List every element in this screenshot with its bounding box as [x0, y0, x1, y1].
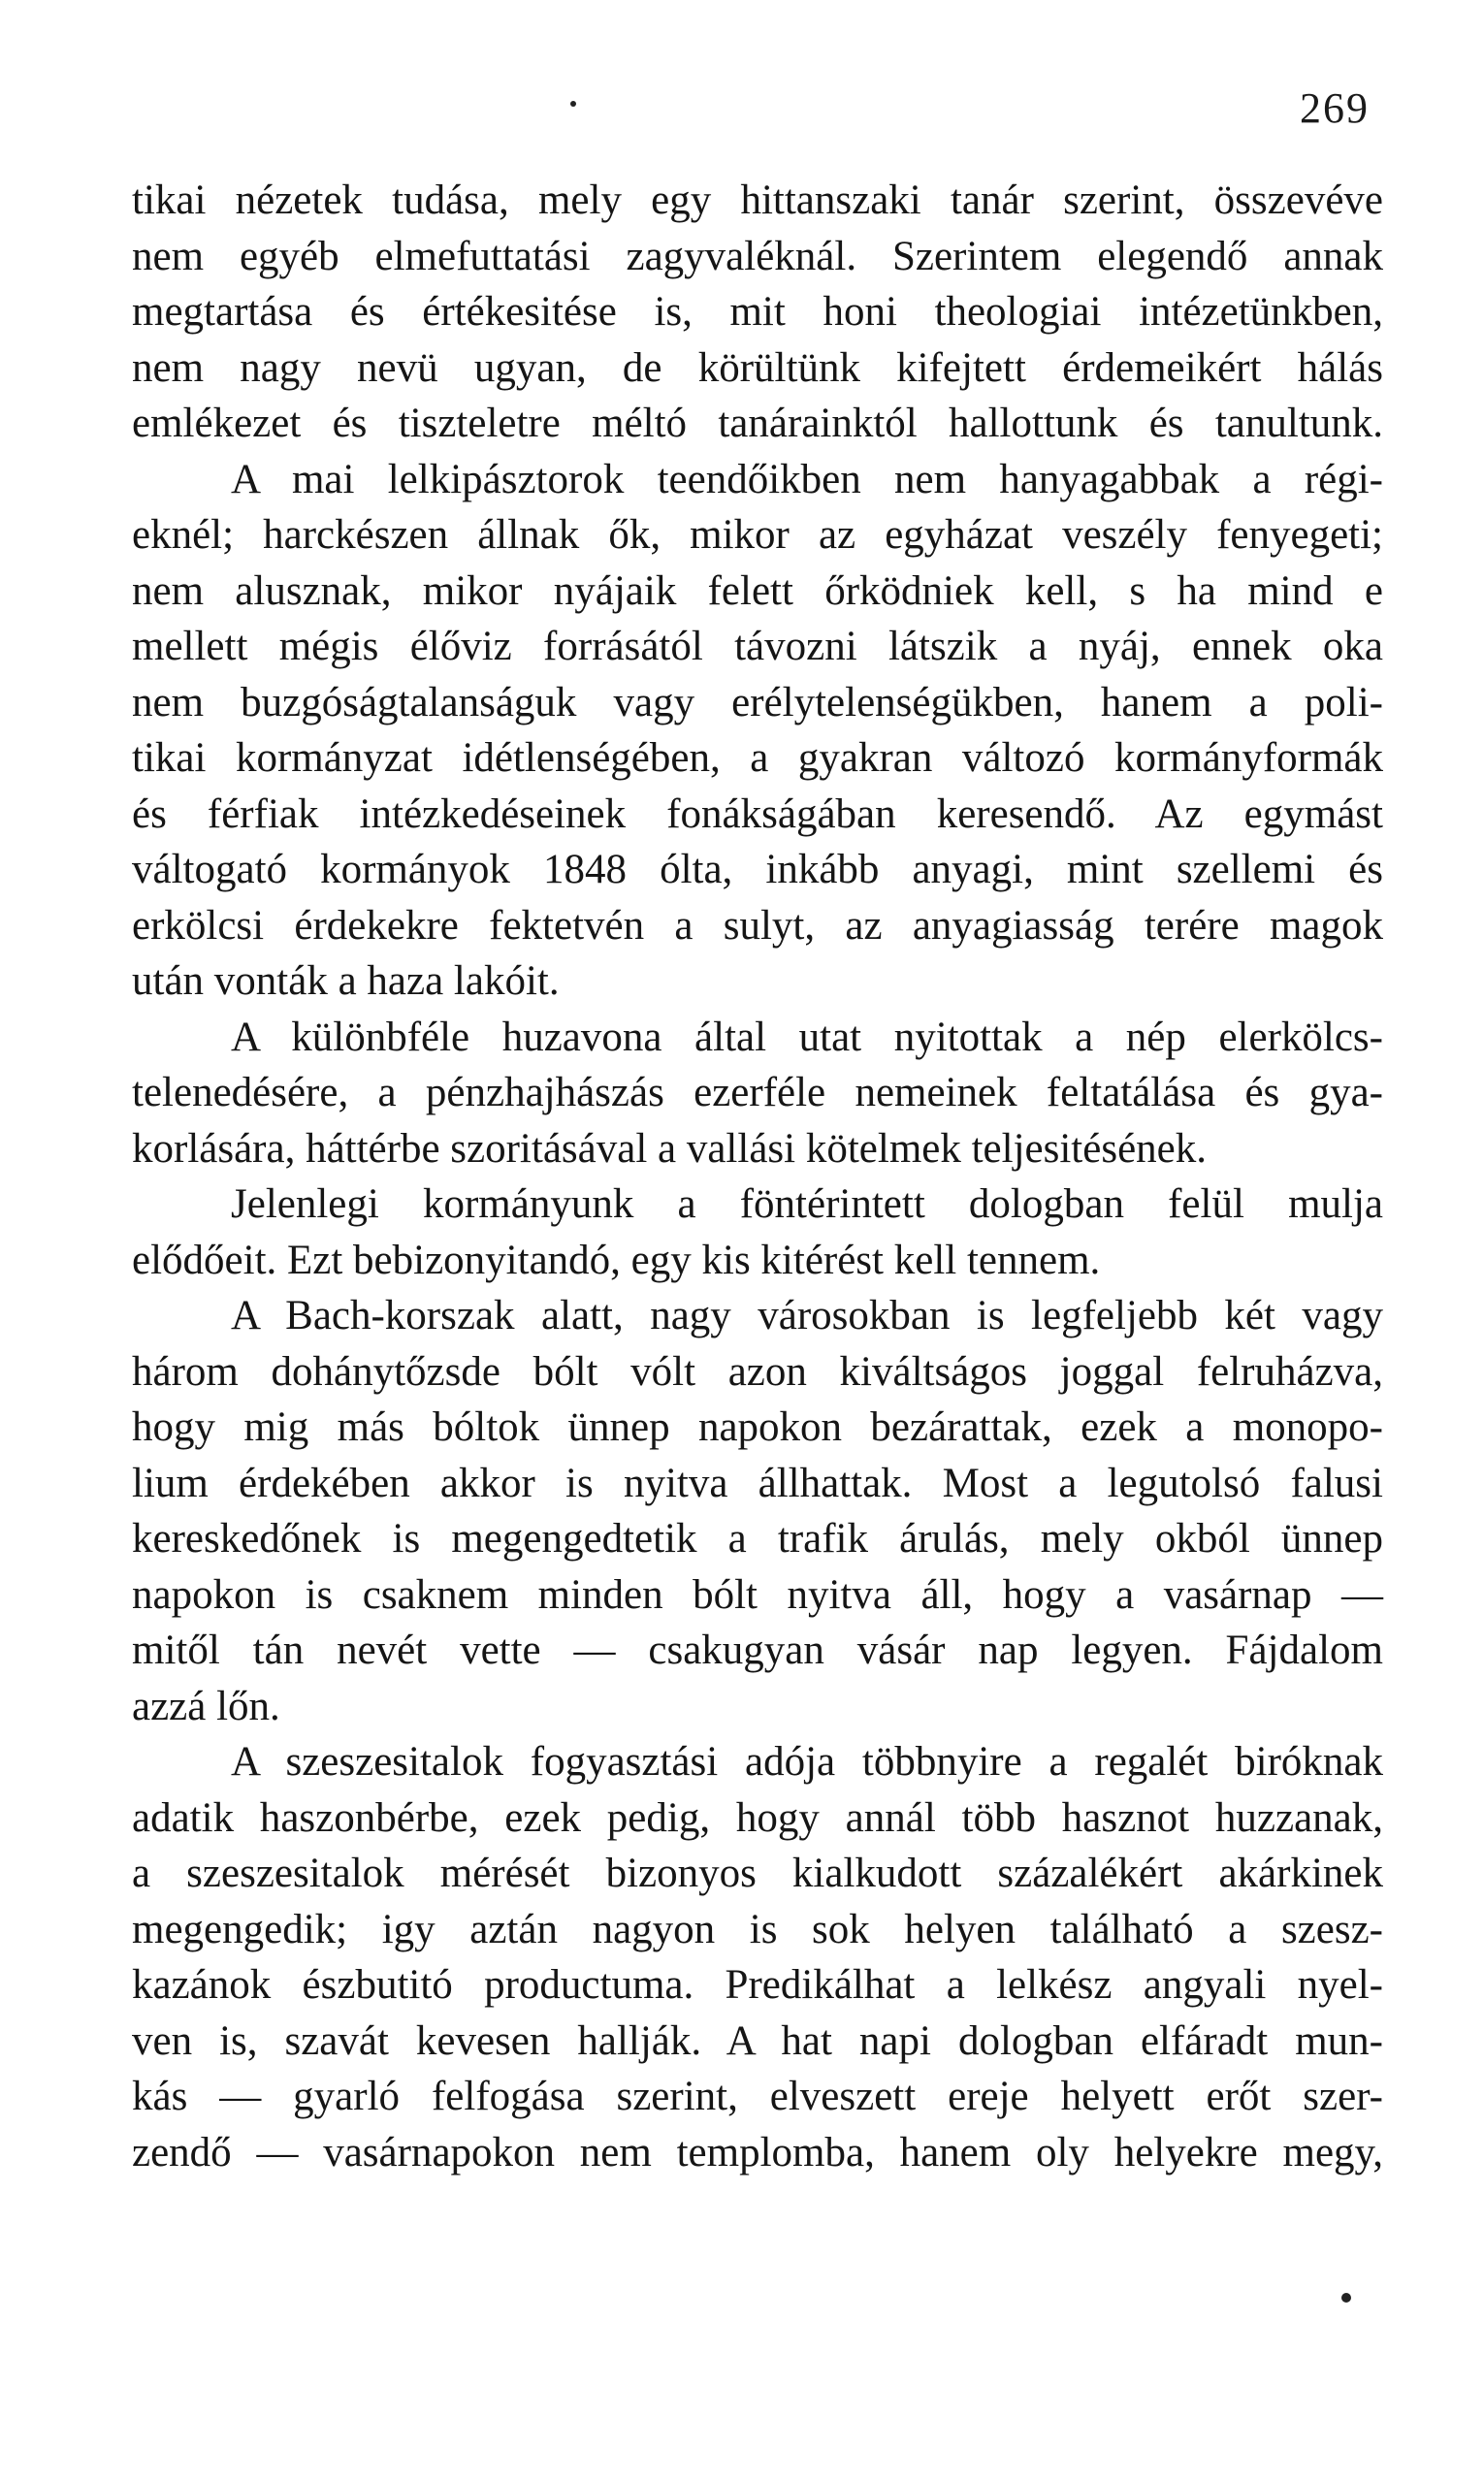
text-line: három dohánytőzsde bólt vólt azon kiváltságos joggal felruházva,	[132, 1348, 1383, 1395]
text-line: Jelenlegi kormányunk a föntérintett dologban felül mulja	[231, 1181, 1383, 1227]
text-line: mellett mégis élőviz forrásától távozni látszik a nyáj, ennek oka	[132, 624, 1383, 669]
text-line: erkölcsi érdekekre fektetvén a sulyt, az anyagiasság terére magok	[132, 902, 1383, 949]
text-line: után vonták a haza lakóit.	[132, 958, 560, 1004]
text-line: adatik haszonbérbe, ezek pedig, hogy annál több hasznot huzzanak,	[132, 1794, 1383, 1841]
text-line: nem egyéb elmefuttatási zagyvaléknál. Szerintem elegendő annak	[132, 233, 1383, 279]
text-line: mitől tán nevét vette — csakugyan vásár nap legyen. Fájdalom	[132, 1628, 1383, 1673]
body-text	[132, 173, 1383, 2180]
text-line: zendő — vasárnapokon nem templomba, hanem oly helyekre megy,	[132, 2129, 1383, 2176]
text-line: telenedésére, a pénzhajhászás ezerféle nemeinek feltatálása és gya-	[132, 1070, 1383, 1115]
text-line: kereskedőnek is megengedtetik a trafik árulás, mely okból ünnep	[132, 1516, 1383, 1562]
text-line: nem buzgóságtalanságuk vagy erélytelenségükben, hanem a poli-	[132, 679, 1383, 725]
ink-speck	[570, 101, 576, 107]
text-line: és férfiak intézkedéseinek fonákságában keresendő. Az egymást	[132, 790, 1383, 837]
text-line: kazánok észbutitó productuma. Predikálhat a lelkész angyali nyel-	[132, 1962, 1383, 2008]
text-line: eknél; harckészen állnak ők, mikor az egyházat veszély fenyegeti;	[132, 512, 1383, 558]
text-line: azzá lőn.	[132, 1683, 280, 1729]
text-line: tikai kormányzat idétlenségében, a gyakran változó kormányformák	[132, 735, 1383, 781]
ink-speck	[1341, 2293, 1351, 2303]
text-line: A mai lelkipásztorok teendőikben nem hanyagabbak a régi-	[231, 456, 1383, 502]
text-line: kás — gyarló felfogása szerint, elveszett ereje helyett erőt szer-	[132, 2074, 1383, 2119]
text-line: ven is, szavát kevesen hallják. A hat napi dologban elfáradt mun-	[132, 2017, 1383, 2064]
text-line: a szeszesitalok mérését bizonyos kialkudott százalékért akárkinek	[132, 1851, 1383, 1896]
text-line: tikai nézetek tudása, mely egy hittanszaki tanár szerint, összevéve	[132, 177, 1383, 223]
text-line: A Bach-korszak alatt, nagy városokban is legfeljebb két vagy	[231, 1293, 1383, 1338]
text-line: emlékezet és tiszteletre méltó tanárainktól hallottunk és tanultunk.	[132, 401, 1383, 446]
text-line: korlására, háttérbe szoritásával a vallási kötelmek teljesitésének.	[132, 1125, 1207, 1172]
text-line: napokon is csaknem minden bólt nyitva áll, hogy a vasárnap —	[132, 1571, 1383, 1618]
text-line: hogy mig más bóltok ünnep napokon bezárattak, ezek a monopo-	[132, 1404, 1383, 1450]
text-line: A szeszesitalok fogyasztási adója többnyire a regalét biróknak	[231, 1739, 1383, 1785]
text-line: nem alusznak, mikor nyájaik felett őrködniek kell, s ha mind e	[132, 567, 1383, 614]
text-line: A különbféle huzavona által utat nyitottak a nép elerkölcs-	[231, 1014, 1383, 1060]
text-line: megengedik; igy aztán nagyon is sok helyen található a szesz-	[132, 1906, 1383, 1952]
page-number: 269	[1300, 84, 1370, 132]
text-line: nem nagy nevü ugyan, de körültünk kifejtett érdemeikért hálás	[132, 344, 1383, 391]
text-line: megtartása és értékesitése is, mit honi theologiai intézetünkben,	[132, 289, 1383, 335]
text-line: lium érdekében akkor is nyitva állhattak. Most a legutolsó falusi	[132, 1460, 1383, 1506]
text-line: váltogató kormányok 1848 ólta, inkább anyagi, mint szellemi és	[132, 847, 1383, 892]
text-line: elődőeit. Ezt bebizonyitandó, egy kis kitérést kell tennem.	[132, 1237, 1101, 1283]
